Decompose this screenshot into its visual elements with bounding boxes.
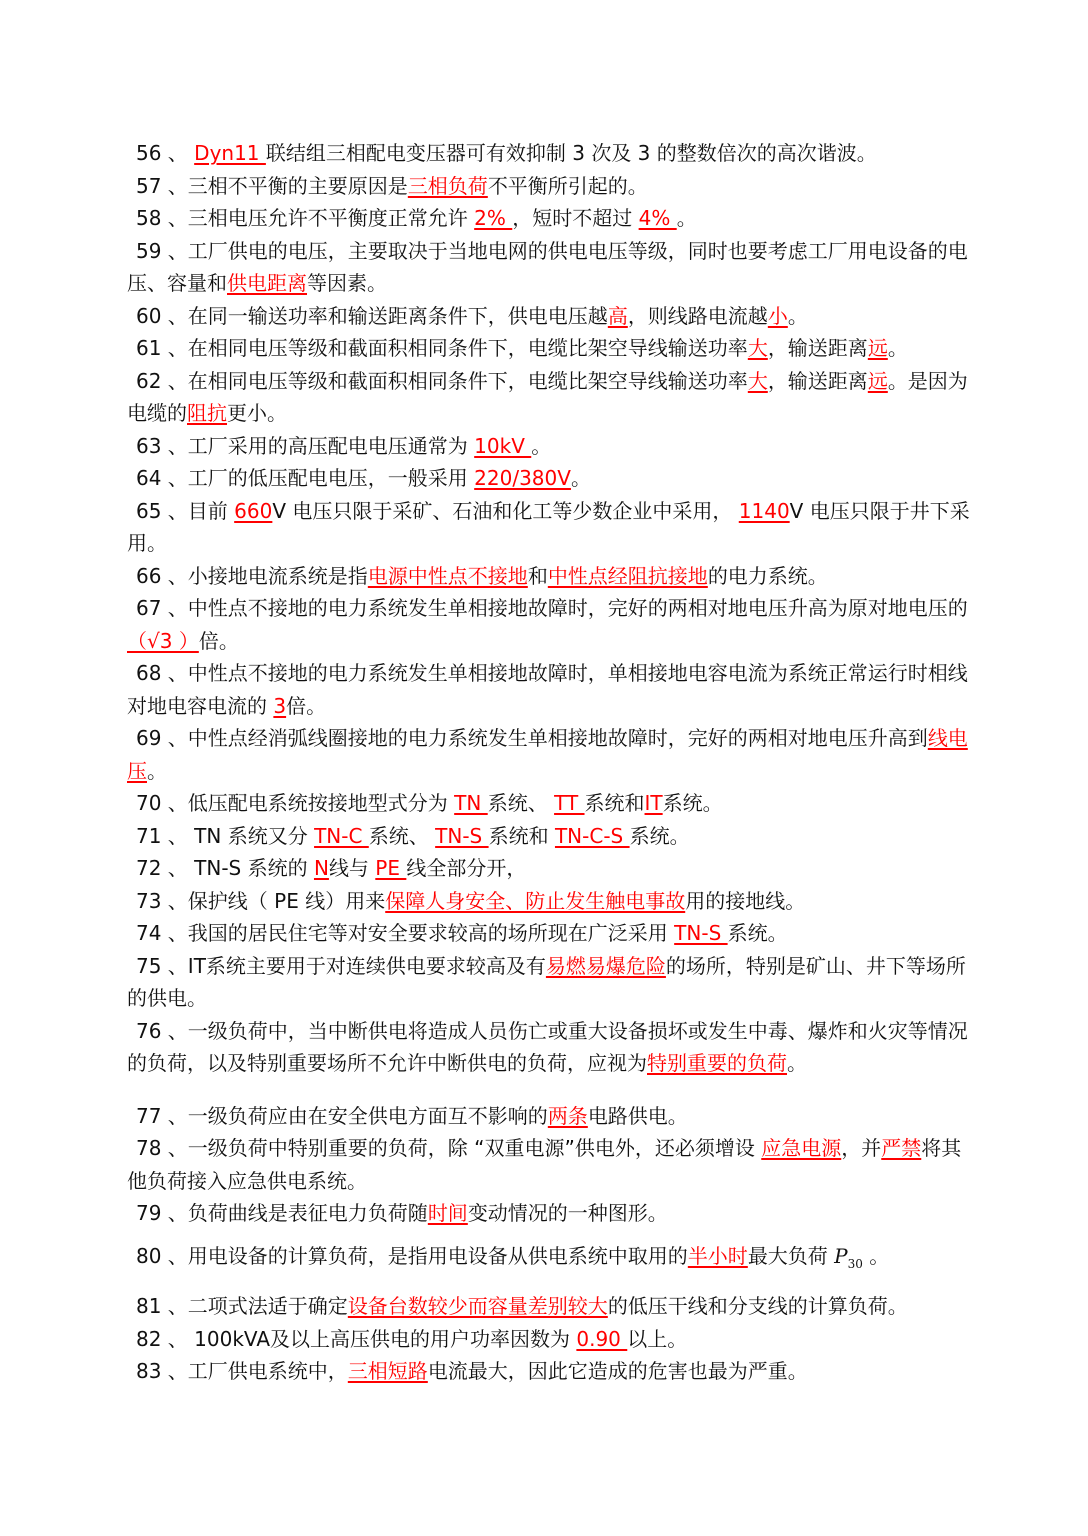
answer-text: 660	[234, 498, 273, 523]
question-text: 76 、一级负荷中，当中断供电将造成人员伤亡或重大设备损坏或发生中毒、爆炸和火灾等情况的负荷，以及特别重要场所不允许中断供电的负荷，应视为	[127, 1018, 968, 1075]
question-text: 73 、保护线（ PE 线）用来	[136, 888, 386, 913]
question-text: 等因素。	[307, 271, 387, 295]
question-text: 的场所，特别是矿山、井下等场所的供电。	[127, 953, 966, 1010]
question-text: 线与	[328, 856, 376, 880]
answer-text: 时间	[427, 1201, 468, 1225]
question-text: 最大负荷	[747, 1243, 835, 1268]
question-text: 。	[787, 303, 808, 328]
answer-text: 两条	[547, 1103, 588, 1128]
question-text: 。	[147, 758, 167, 783]
answer-text: 线电压	[127, 726, 968, 783]
answer-text: PE	[375, 856, 407, 880]
answer-text: 220/380V	[474, 466, 571, 490]
question-text: 83 、工厂供电系统中，	[136, 1359, 348, 1383]
question-text: 不平衡所引起的。	[487, 173, 648, 198]
question-text: 电路供电。	[587, 1103, 688, 1128]
list-item	[127, 1323, 977, 1356]
answer-text: TN-S	[674, 921, 728, 945]
question-text: 67 、中性点不接地的电力系统发生单相接地故障时，完好的两相对地电压升高为原对地电压的	[136, 596, 968, 620]
answer-text: 半小时	[687, 1243, 748, 1268]
list-item	[127, 917, 977, 950]
question-text: ，输送距离	[767, 368, 868, 393]
answer-text: 阻抗	[187, 401, 227, 425]
answer-text: IT	[644, 791, 663, 815]
answer-text: 2%	[474, 206, 513, 230]
question-text: 57 、三相不平衡的主要原因是	[136, 173, 408, 198]
question-text: 和	[527, 563, 548, 588]
answer-text: 应急电源	[761, 1136, 842, 1160]
answer-text: TN-C	[314, 823, 369, 848]
question-text: 75 、IT系统主要用于对连续供电要求较高及有	[136, 953, 546, 978]
question-text: 的电力系统。	[707, 563, 828, 588]
question-text: 74 、我国的居民住宅等对安全要求较高的场所现在广泛采用	[136, 921, 675, 945]
math-symbol-subscript: 30	[847, 1256, 863, 1271]
answer-text: 中性点经阻抗接地	[547, 563, 708, 588]
question-text: 78 、一级负荷中特别重要的负荷，除 “双重电源”供电外，还必须增设	[136, 1136, 762, 1160]
list-item	[127, 137, 977, 170]
list-item	[127, 300, 977, 333]
question-text: 电流最大，因此它造成的危害也最为严重。	[427, 1359, 808, 1383]
answer-text: 3	[273, 693, 287, 718]
question-text: 58 、三相电压允许不平衡度正常允许	[136, 206, 475, 230]
question-text: 69 、中性点经消弧线圈接地的电力系统发生单相接地故障时，完好的两相对地电压升高到	[136, 726, 928, 750]
question-text: 72 、 TN-S 系统的	[136, 856, 314, 880]
question-text: 62 、在相同电压等级和截面积相同条件下，电缆比架空导线输送功率	[136, 368, 748, 393]
math-symbol	[834, 1243, 863, 1271]
answer-text: 0.90	[576, 1326, 628, 1351]
list-item	[127, 1015, 977, 1080]
question-list	[127, 137, 977, 1388]
answer-text: 大	[747, 336, 768, 360]
list-item	[127, 1100, 977, 1133]
list-item	[127, 202, 977, 235]
list-item	[127, 365, 977, 430]
question-text: ，则线路电流越	[627, 303, 768, 328]
question-text: 的低压干线和分支线的计算负荷。	[607, 1294, 908, 1318]
question-text: 61 、在相同电压等级和截面积相同条件下，电缆比架空导线输送功率	[136, 336, 748, 360]
answer-text: 4%	[638, 206, 677, 230]
question-text: 80 、用电设备的计算负荷，是指用电设备从供电系统中取用的	[136, 1243, 688, 1268]
list-item	[127, 885, 977, 918]
answer-text: TN-C-S	[554, 823, 630, 848]
question-text: 。	[676, 206, 697, 230]
answer-text: 易燃易爆危险	[545, 953, 666, 978]
list-item	[127, 1132, 977, 1197]
question-text: 。	[570, 466, 591, 490]
answer-text: 高	[607, 303, 628, 328]
question-text: V 电压只限于采矿、石油和化工等少数企业中采用，	[272, 498, 739, 523]
answer-text: 远	[867, 368, 888, 393]
question-text: 64 、工厂的低压配电电压，一般采用	[136, 466, 475, 490]
answer-text: 电源中性点不接地	[367, 563, 528, 588]
question-text: V 电压只限于井下采用。	[127, 498, 970, 555]
question-text: 59 、工厂供电的电压，主要取决于当地电网的供电电压等级，同时也要考虑工厂用电设备的电压、容量和	[127, 238, 968, 295]
question-text: 系统。	[727, 921, 788, 945]
question-text: 系统、	[368, 823, 436, 848]
question-text: 线全部分开，	[406, 856, 527, 880]
question-text: 系统和	[584, 791, 645, 815]
list-item	[127, 787, 977, 820]
question-text: 79 、负荷曲线是表征电力负荷随	[136, 1201, 428, 1225]
answer-text: 10kV	[474, 433, 532, 458]
answer-text: 小	[767, 303, 788, 328]
answer-text: 三相负荷	[407, 173, 488, 198]
question-text: 系统。	[662, 791, 723, 815]
question-text: 65 、目前	[136, 498, 235, 523]
answer-text: 保障人身安全、防止发生触电事故	[385, 888, 686, 913]
question-text: 倍。	[286, 693, 327, 718]
question-text: 将其他负荷接入应急供电系统。	[127, 1136, 962, 1193]
question-text: ，并	[841, 1136, 882, 1160]
question-text: 。	[787, 1051, 807, 1075]
question-text: 71 、 TN 系统又分	[136, 823, 315, 848]
question-text: 系统、	[487, 791, 555, 815]
list-item	[127, 722, 977, 787]
list-item	[127, 657, 977, 722]
question-text: 81 、二项式法适于确定	[136, 1294, 348, 1318]
question-text: ，输送距离	[767, 336, 868, 360]
list-item	[127, 170, 977, 203]
question-text: 70 、低压配电系统按接地型式分为	[136, 791, 455, 815]
question-text: 63 、工厂采用的高压配电电压通常为	[136, 433, 475, 458]
list-item	[127, 332, 977, 365]
answer-text: TN-S	[435, 823, 489, 848]
question-text: 。是因为电缆的	[127, 368, 968, 425]
list-item	[127, 852, 977, 885]
list-item	[127, 560, 977, 593]
math-symbol-base: P	[834, 1243, 848, 1268]
answer-text: （√3 ）	[127, 628, 199, 653]
question-text: 。	[862, 1243, 890, 1268]
question-text: 56 、	[136, 141, 195, 165]
answer-text: Dyn11	[194, 141, 266, 165]
answer-text: 严禁	[881, 1136, 922, 1160]
question-text: 更小。	[227, 401, 287, 425]
list-item	[127, 430, 977, 463]
list-item	[127, 950, 977, 1015]
answer-text: 远	[867, 336, 888, 360]
list-item	[127, 820, 977, 853]
answer-text: N	[313, 856, 329, 880]
question-text: 系统。	[629, 823, 690, 848]
question-text: 用的接地线。	[685, 888, 806, 913]
question-text: ，短时不超过	[512, 206, 639, 230]
list-item	[127, 462, 977, 495]
answer-text: 特别重要的负荷	[647, 1051, 787, 1075]
list-item	[127, 1197, 977, 1230]
answer-text: 三相短路	[347, 1359, 428, 1383]
question-text: 系统和	[488, 823, 555, 848]
question-text: 68 、中性点不接地的电力系统发生单相接地故障时，单相接地电容电流为系统正常运行时相线对地电容电流的	[127, 661, 968, 718]
question-text: 。	[531, 433, 552, 458]
question-text: 。	[887, 336, 908, 360]
answer-text: 大	[747, 368, 768, 393]
question-text: 66 、小接地电流系统是指	[136, 563, 368, 588]
list-item	[127, 1355, 977, 1388]
list-item	[127, 1240, 977, 1281]
question-text: 82 、 100kVA及以上高压供电的用户功率因数为	[136, 1326, 577, 1351]
answer-text: TT	[554, 791, 585, 815]
question-text: 联结组三相配电变压器可有效抑制 3 次及 3 的整数倍次的高次谐波。	[265, 141, 877, 165]
question-text: 60 、在同一输送功率和输送距离条件下，供电电压越	[136, 303, 608, 328]
answer-text: 设备台数较少而容量差别较大	[347, 1294, 608, 1318]
question-text: 变动情况的一种图形。	[467, 1201, 668, 1225]
answer-text: TN	[454, 791, 488, 815]
question-text: 以上。	[627, 1326, 688, 1351]
list-item	[127, 1290, 977, 1323]
list-item	[127, 592, 977, 657]
question-text: 77 、一级负荷应由在安全供电方面互不影响的	[136, 1103, 548, 1128]
list-item	[127, 235, 977, 300]
question-text: 倍。	[198, 628, 239, 653]
list-item	[127, 495, 977, 560]
answer-text: 供电距离	[227, 271, 307, 295]
answer-text: 1140	[738, 498, 790, 523]
